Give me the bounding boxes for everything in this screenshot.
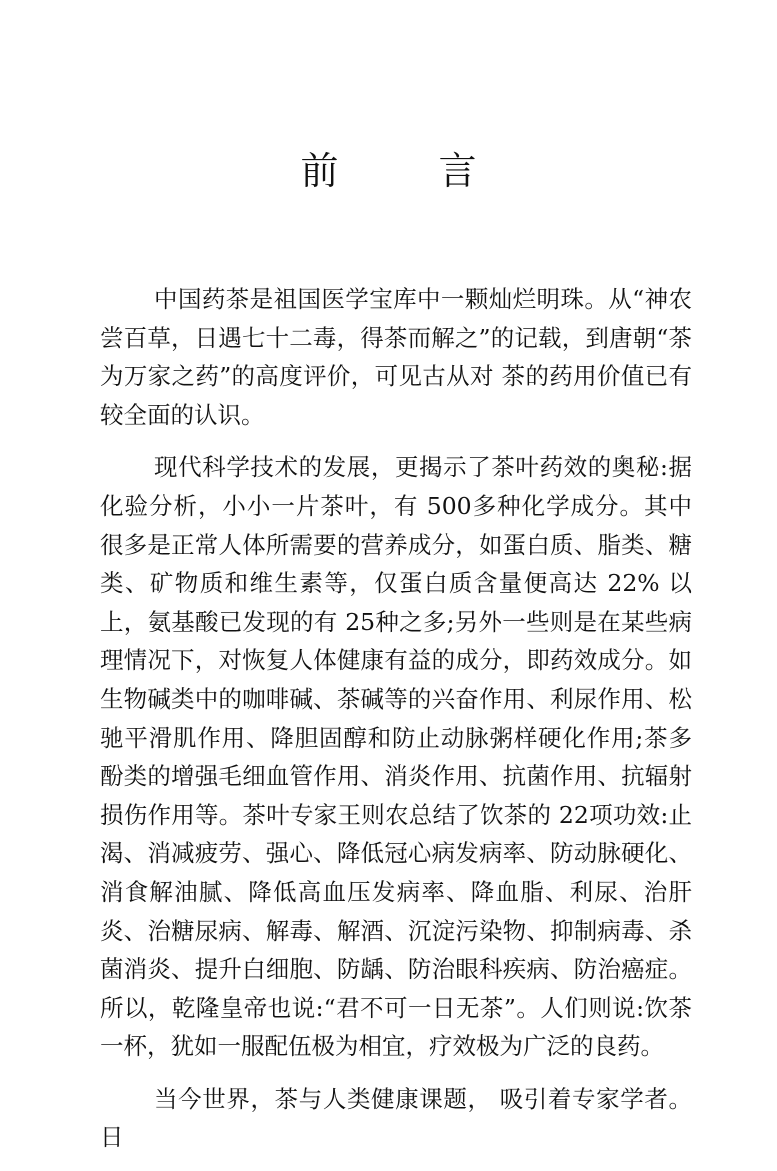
paragraph-2: 现代科学技术的发展，更揭示了茶叶药效的奥秘:据化验分析，小小一片茶叶，有 500多种化学成分。其中很多是正常人体所需要的营养成分，如蛋白质、脂类、糖类、矿物质和维生素等，仅蛋白质含量便高达 22% 以上，氨基酸已发现的有 25种之多;另外一些则是在某些病理情况下，对恢复人体健康有益的成分，即药效成分。如生物碱类中的咖啡碱、茶碱等的兴奋作用、利尿作用、松驰平滑肌作用、降胆固醇和防止动脉粥样硬化作用;茶多酚类的增强毛细血管作用、消炎作用、抗菌作用、抗辐射损伤作用等。茶叶专家王则农总结了饮茶的 22项功效:止渴、消减疲劳、强心、降低冠心病发病率、防动脉硬化、消食解油腻、降低高血压发病率、降血脂、利尿、治肝炎、治糖尿病、解毒、解酒、沉淀污染物、抑制病毒、杀菌消炎、提升白细胞、防龋、防治眼科疾病、防治癌症。所以，乾隆皇帝也说:“君不可一日无茶”。人们则说:饮茶一杯，犹如一服配伍极为相宜，疗效极为广泛的良药。 — [100, 453, 692, 1061]
body-text — [100, 280, 692, 1171]
page-title: 前 言 — [300, 149, 521, 193]
paragraph-3: 当今世界，茶与人类健康课题， 吸引着专家学者。日 — [100, 1084, 692, 1152]
paragraph-1: 中国药茶是祖国医学宝库中一颗灿烂明珠。从“神农尝百草，日遇七十二毒，得茶而解之”的记载，到唐朝“茶为万家之药”的高度评价，可见古从对 茶的药用价值已有较全面的认识。 — [100, 285, 692, 429]
